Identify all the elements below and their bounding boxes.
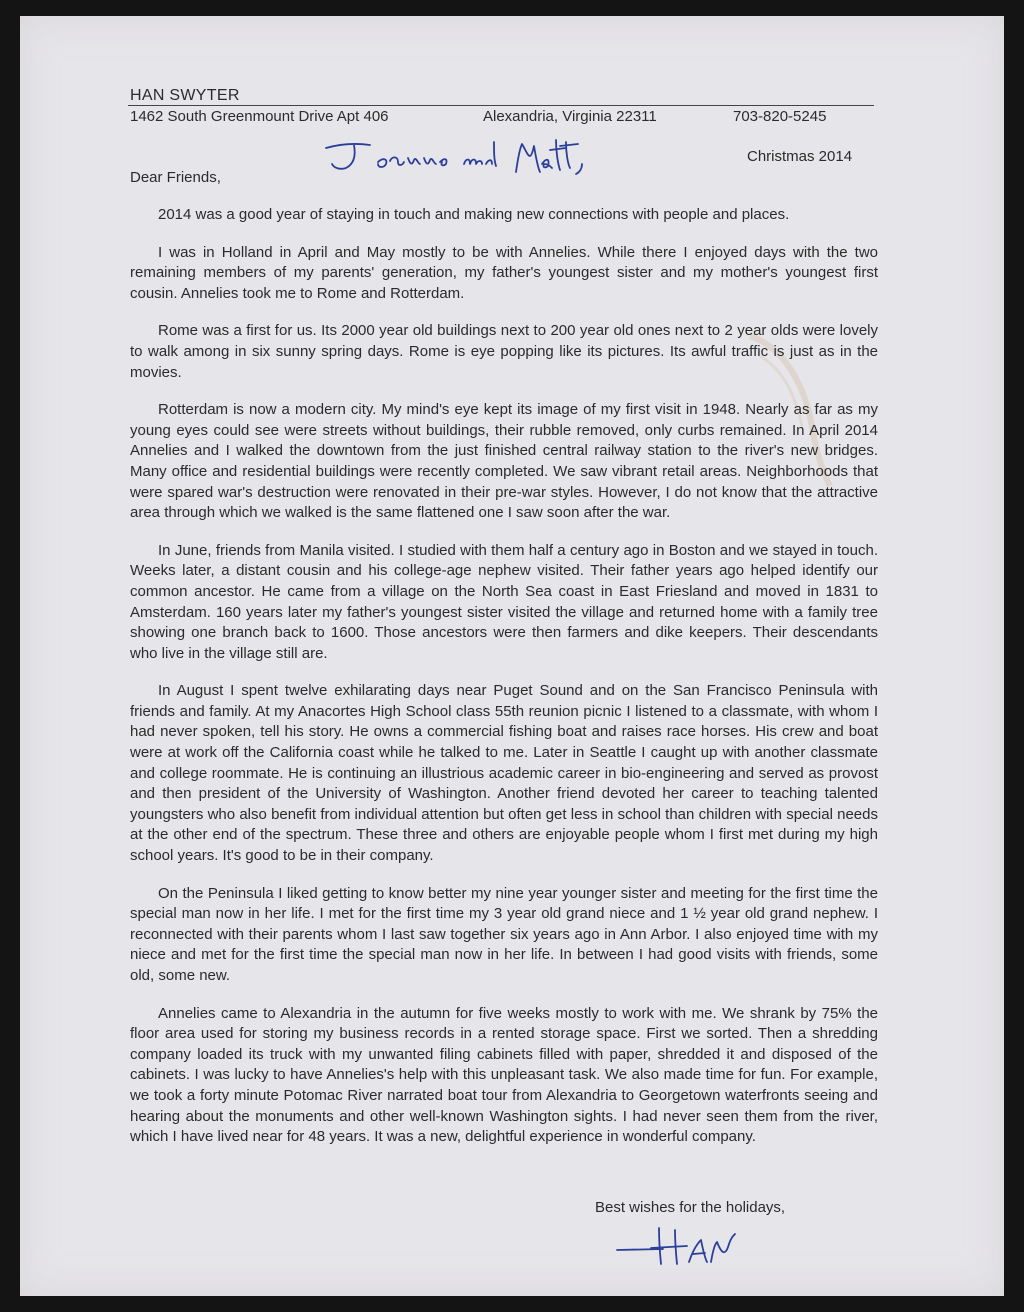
letterhead-address: 1462 South Greenmount Drive Apt 406	[130, 108, 389, 125]
paragraph-3: Rome was a first for us. Its 2000 year old buildings next to 200 year old ones next to 2 year olds were lovely to walk among in six sunny spring days. Rome is eye popping like its pictures. Its awful traffic is just as in the movies.	[130, 322, 878, 381]
letterhead-rule	[128, 105, 874, 106]
handwritten-addressee	[320, 134, 620, 184]
paragraph-5: In June, friends from Manila visited. I studied with them half a century ago in Boston and we stayed in touch. Weeks later, a distant cousin and his college-age nephew visited. Their father years ago helped identify our common ancestor. He came from a village on the North Sea coast in East Friesland and moved in 1831 to Amsterdam. 160 years later my father's youngest sister visited the village and returned home with a family tree showing one branch back to 1600. Those ancestors were then farmers and dike keepers. Their descendants who live in the village still are.	[130, 541, 878, 662]
letter-paragraphs	[130, 205, 878, 1165]
letterhead-city: Alexandria, Virginia 22311	[483, 108, 657, 125]
handwritten-signature	[615, 1220, 745, 1270]
letter-date: Christmas 2014	[747, 148, 853, 165]
letter-page	[20, 16, 1004, 1296]
closing: Best wishes for the holidays,	[595, 1199, 786, 1216]
salutation: Dear Friends,	[130, 169, 221, 186]
paragraph-2: I was in Holland in April and May mostly to be with Annelies. While there I enjoyed days with the two remaining members of my parents' generation, my father's youngest sister and my mother's youngest first cousin. Annelies took me to Rome and Rotterdam.	[130, 243, 878, 302]
paragraph-1: 2014 was a good year of staying in touch and making new connections with people and places.	[158, 206, 790, 223]
paragraph-6: In August I spent twelve exhilarating days near Puget Sound and on the San Francisco Peninsula with friends and family. At my Anacortes High School class 55th reunion picnic I listened to a classmate, with whom I had never spoken, tell his story. He owns a commercial fishing boat and raises race horses. His crew and boat were at work off the California coast while he talked to me. Later in Seattle I caught up with another classmate and college roommate. He is continuing an illustrious academic career in bio-engineering and served as provost and then president of the University of Washington. Another friend devoted her career to teaching talented youngsters who also benefit from individual attention but often get less in school than children with special needs at the other end of the spectrum. These three and others are enjoyable people whom I first met during my high school years. It's good to be in their company.	[130, 682, 878, 865]
paragraph-4: Rotterdam is now a modern city. My mind's eye kept its image of my first visit in 1948. Nearly as far as my young eyes could see were streets without buildings, their rubble removed, only curbs remained. In April 2014 Annelies and I walked the downtown from the just finished central railway station to the river's new bridges. Many office and residential buildings were recently completed. We saw vibrant retail areas. Neighborhoods that were spared war's destruction were renovated in their pre-war styles. However, I do not know that the attractive area through which we walked is the same flattened one I saw soon after the war.	[130, 401, 878, 522]
letterhead-name: HAN SWYTER	[130, 87, 240, 104]
paragraph-8: Annelies came to Alexandria in the autumn for five weeks mostly to work with me. We shrank by 75% the floor area used for storing my business records in a rented storage space. First we sorted. Then a shredding company loaded its truck with my unwanted filing cabinets filled with paper, shredded it and disposed of the cabinets. I was lucky to have Annelies's help with this unpleasant task. We also made time for fun. For example, we took a forty minute Potomac River narrated boat tour from Alexandria to Georgetown waterfronts seeing and hearing about the monuments and other well-known Washington sights. I had never seen them from the river, which I have lived near for 48 years. It was a new, delightful experience in wonderful company.	[130, 1004, 878, 1146]
letterhead-phone: 703-820-5245	[733, 108, 827, 125]
paragraph-7: On the Peninsula I liked getting to know better my nine year younger sister and meeting for the first time the special man now in her life. I met for the first time my 3 year old grand niece and 1 ½ year old grand nephew. I reconnected with their parents whom I last saw together six years ago in Ann Arbor. I also enjoyed time with my niece and met for the first time the special man now in her life. In between I had good visits with friends, some old, some new.	[130, 884, 878, 984]
letter-body	[20, 16, 1004, 1296]
